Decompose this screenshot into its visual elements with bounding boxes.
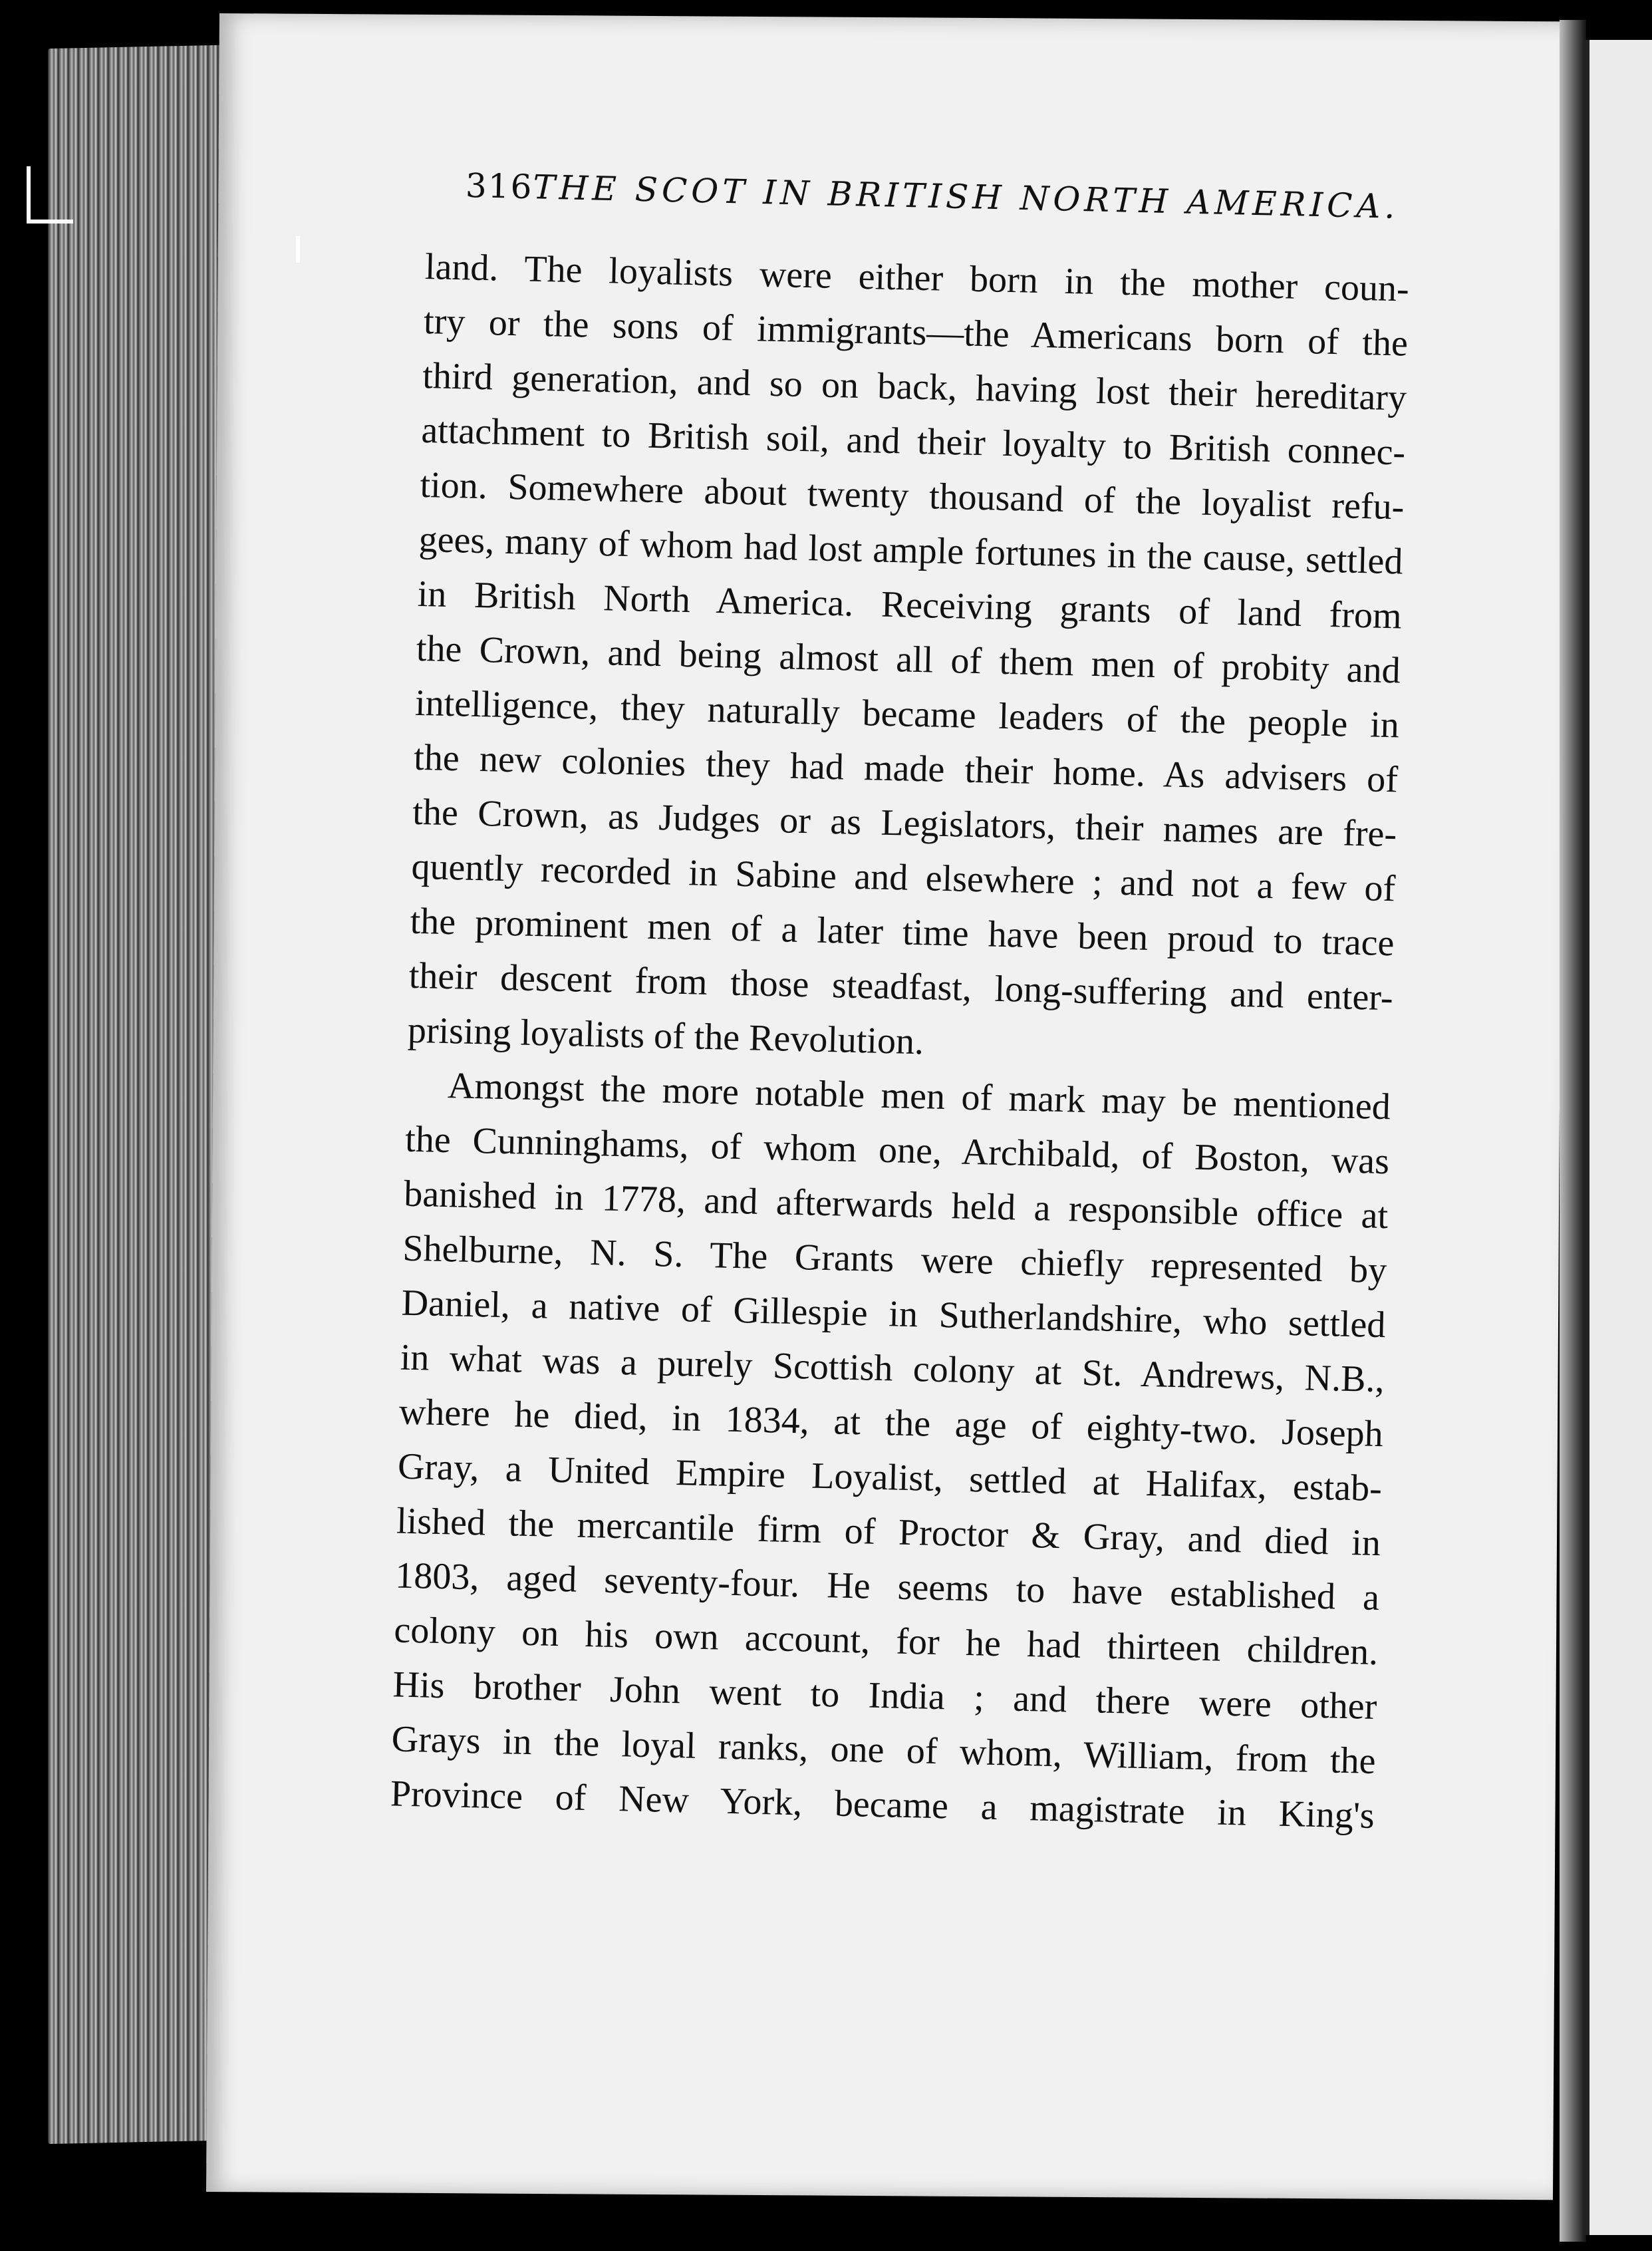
text-line: try or the sons of immigrants—the Americans born of the [423, 300, 1409, 365]
text-line: Shelburne, N. S. The Grants were chiefly represented by [402, 1227, 1387, 1292]
scan-artifact [27, 220, 73, 224]
text-line: Province of New York, became a magistrate in King's [390, 1773, 1375, 1837]
page-number: 316 [465, 166, 534, 207]
text-line: in what was a purely Scottish colony at St. Andrews, N.B., [400, 1336, 1385, 1401]
text-line: land. The loyalists were either born in the mother coun- [424, 245, 1410, 310]
text-line: the Cunninghams, of whom one, Archibald, of Boston, was [404, 1118, 1390, 1183]
text-line: their descent from those steadfast, long-suffering and enter- [408, 955, 1394, 1019]
text-line: banished in 1778, and afterwards held a responsible office at [403, 1173, 1389, 1237]
text-line: Grays in the loyal ranks, one of whom, William, from the [391, 1718, 1377, 1782]
body-text [390, 239, 1410, 1843]
text-line: gees, many of whom had lost ample fortunes in the cause, settled [418, 518, 1404, 583]
text-line: attachment to British soil, and their loyalty to British connec- [420, 409, 1406, 474]
text-line: the Crown, and being almost all of them men of probity and [416, 627, 1401, 692]
text-line: Daniel, a native of Gillespie in Sutherlandshire, who settled [401, 1282, 1387, 1346]
text-line: the Crown, as Judges or as Legislators, their names are fre- [412, 791, 1397, 855]
text-line: lished the mercantile firm of Proctor & Gray, and died in [396, 1500, 1381, 1565]
text-line: Amongst the more notable men of mark may be mentioned [447, 1065, 1391, 1128]
text-line: the new colonies they had made their home. As advisers of [413, 736, 1399, 801]
text-line: in British North America. Receiving grants of land from [417, 573, 1403, 637]
text-line: tion. Somewhere about twenty thousand of the loyalist refu- [419, 464, 1405, 528]
text-line: His brother John went to India ; and there were other [392, 1664, 1378, 1728]
scan-artifact [27, 166, 31, 220]
scan-artifact [296, 236, 300, 263]
text-line: 1803, aged seventy-four. He seems to have established a [394, 1555, 1380, 1619]
text-line: Gray, a United Empire Loyalist, settled at Halifax, estab- [397, 1445, 1383, 1510]
text-line: where he died, in 1834, at the age of eighty-two. Joseph [398, 1391, 1384, 1455]
text-line: intelligence, they naturally became leaders of the people in [414, 682, 1400, 746]
text-line: the prominent men of a later time have been proud to trace [410, 900, 1395, 965]
text-line: third generation, and so on back, having lost their hereditary [422, 355, 1407, 419]
gutter-shadow [1560, 20, 1586, 2242]
text-line: colony on his own account, for he had thirteen children. [393, 1609, 1379, 1674]
text-line: quently recorded in Sabine and elsewhere ; and not a few of [410, 845, 1396, 910]
running-head: THE SCOT IN BRITISH NORTH AMERICA. [532, 168, 1400, 226]
text-line: prising loyalists of the Revolution. [407, 1009, 924, 1063]
facing-page-edge [1583, 40, 1652, 2235]
